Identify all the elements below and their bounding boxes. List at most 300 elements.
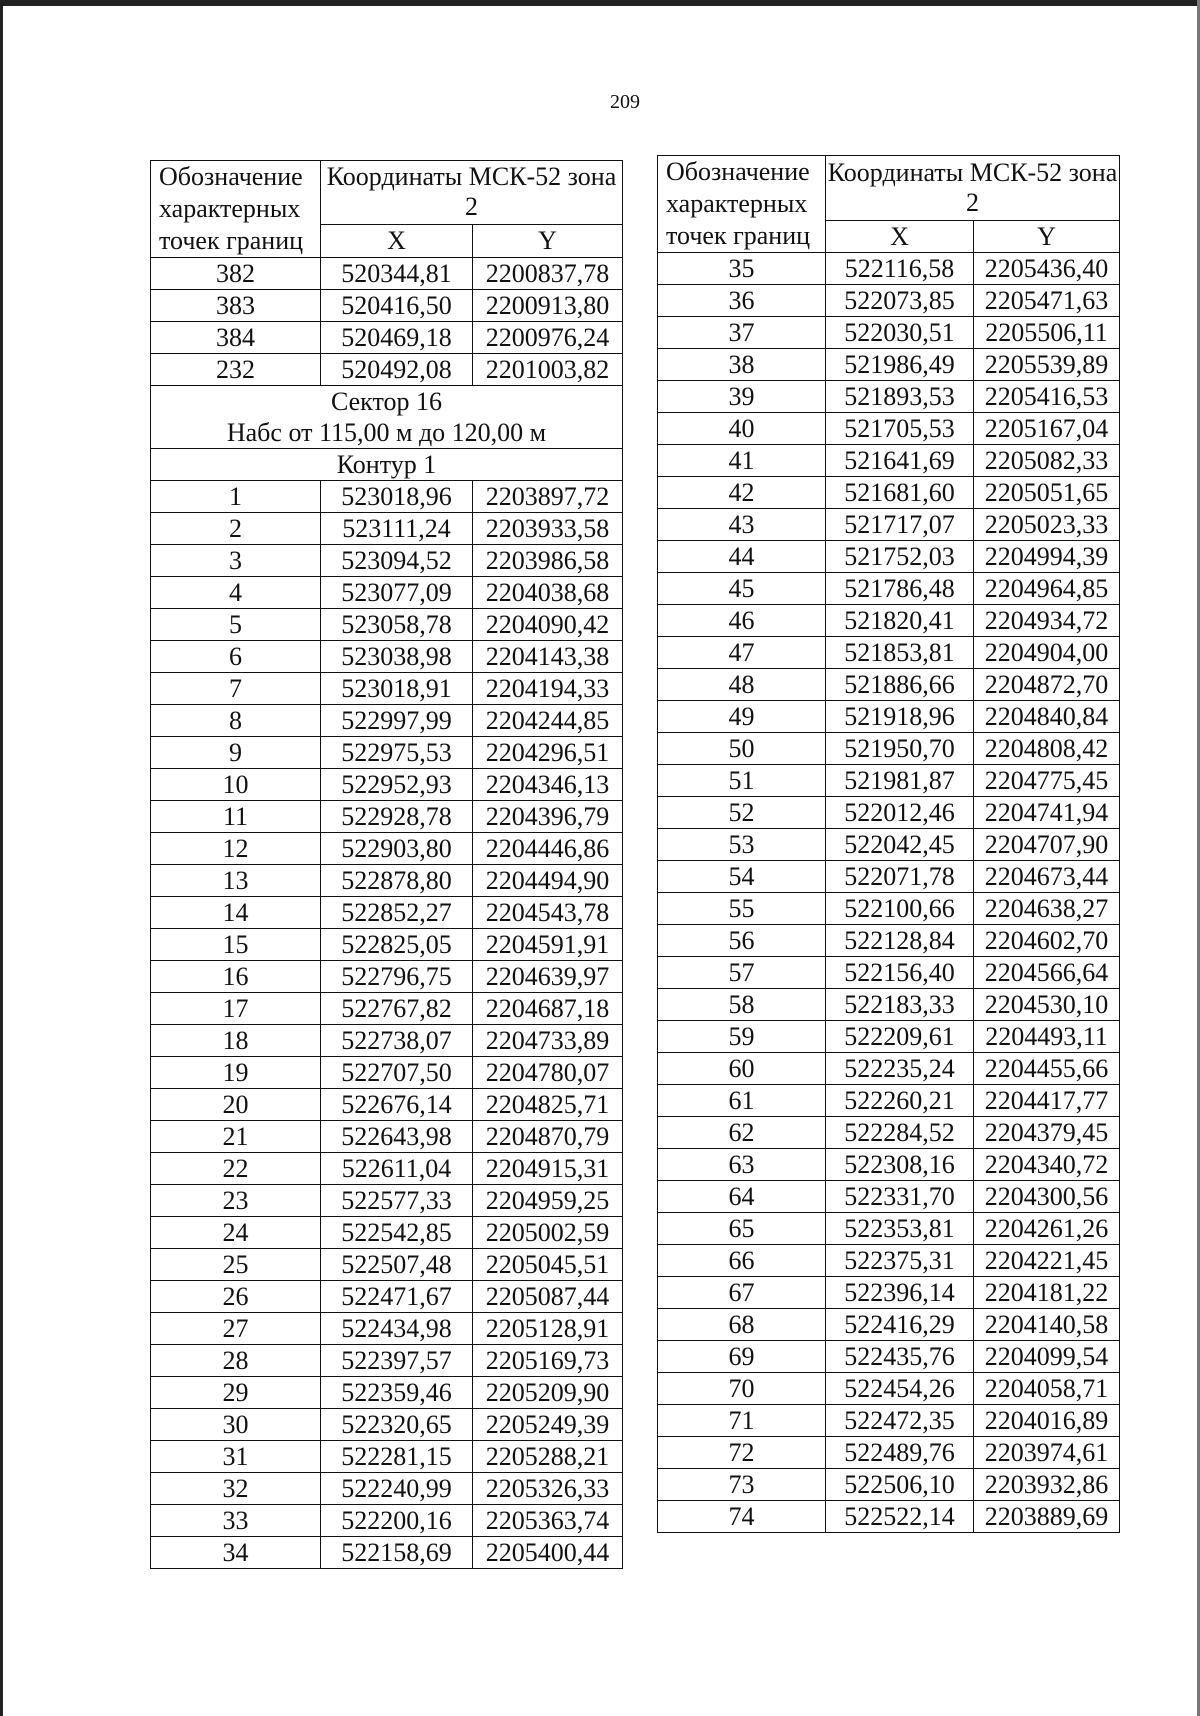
point-number-cell: 63 — [658, 1149, 826, 1181]
table-row — [658, 1021, 1120, 1053]
x-coordinate-cell: 522454,26 — [826, 1373, 974, 1405]
table-row — [151, 769, 623, 801]
x-coordinate-cell: 522796,75 — [321, 961, 473, 993]
y-coordinate-cell: 2205023,33 — [974, 509, 1120, 541]
y-coordinate-cell: 2205051,65 — [974, 477, 1120, 509]
x-coordinate-cell: 522435,76 — [826, 1341, 974, 1373]
y-coordinate-cell: 2204396,79 — [473, 801, 623, 833]
y-coordinate-cell: 2204530,10 — [974, 989, 1120, 1021]
y-coordinate-cell: 2204673,44 — [974, 861, 1120, 893]
x-coordinate-cell: 520469,18 — [321, 322, 473, 354]
table-row — [151, 1057, 623, 1089]
table-row — [151, 1249, 623, 1281]
point-number-cell: 9 — [151, 737, 321, 769]
x-coordinate-cell: 522416,29 — [826, 1309, 974, 1341]
table-row — [151, 737, 623, 769]
sector-title: Сектор 16 — [151, 386, 623, 418]
point-number-cell: 50 — [658, 733, 826, 765]
table-row — [658, 1213, 1120, 1245]
y-coordinate-cell: 2204090,42 — [473, 609, 623, 641]
table-row — [151, 961, 623, 993]
x-coordinate-cell: 522397,57 — [321, 1345, 473, 1377]
point-number-cell: 33 — [151, 1505, 321, 1537]
table-row — [658, 861, 1120, 893]
y-coordinate-cell: 2205128,91 — [473, 1313, 623, 1345]
point-number-cell: 41 — [658, 445, 826, 477]
point-number-cell: 38 — [658, 349, 826, 381]
point-number-cell: 17 — [151, 993, 321, 1025]
x-coordinate-cell: 521820,41 — [826, 605, 974, 637]
x-coordinate-cell: 522997,99 — [321, 705, 473, 737]
point-number-cell: 52 — [658, 797, 826, 829]
table-row — [658, 989, 1120, 1021]
x-coordinate-cell: 522852,27 — [321, 897, 473, 929]
point-number-cell: 27 — [151, 1313, 321, 1345]
y-coordinate-cell: 2204340,72 — [974, 1149, 1120, 1181]
table-row — [658, 1341, 1120, 1373]
x-coordinate-cell: 523111,24 — [321, 513, 473, 545]
table-row — [151, 929, 623, 961]
table-row — [151, 1505, 623, 1537]
y-coordinate-cell: 2205436,40 — [974, 253, 1120, 285]
table-row — [658, 477, 1120, 509]
x-coordinate-cell: 522240,99 — [321, 1473, 473, 1505]
x-coordinate-cell: 522042,45 — [826, 829, 974, 861]
y-coordinate-cell: 2205326,33 — [473, 1473, 623, 1505]
x-coordinate-cell: 522200,16 — [321, 1505, 473, 1537]
table-row — [658, 765, 1120, 797]
height-range: Набс от 115,00 м до 120,00 м — [151, 417, 623, 449]
table-row — [658, 605, 1120, 637]
y-coordinate-cell: 2204733,89 — [473, 1025, 623, 1057]
y-coordinate-cell: 2205288,21 — [473, 1441, 623, 1473]
point-number-cell: 45 — [658, 573, 826, 605]
x-coordinate-cell: 523094,52 — [321, 545, 473, 577]
y-coordinate-cell: 2205400,44 — [473, 1537, 623, 1569]
contour-title: Контур 1 — [151, 449, 623, 481]
table-row — [658, 1469, 1120, 1501]
x-coordinate-cell: 522952,93 — [321, 769, 473, 801]
y-coordinate-cell: 2204300,56 — [974, 1181, 1120, 1213]
x-coordinate-cell: 522472,35 — [826, 1405, 974, 1437]
point-number-cell: 7 — [151, 673, 321, 705]
point-number-cell: 62 — [658, 1117, 826, 1149]
table-row — [151, 865, 623, 897]
table-row — [151, 1537, 623, 1569]
point-number-cell: 11 — [151, 801, 321, 833]
x-coordinate-cell: 522073,85 — [826, 285, 974, 317]
y-coordinate-cell: 2204296,51 — [473, 737, 623, 769]
x-coordinate-cell: 521752,03 — [826, 541, 974, 573]
x-coordinate-cell: 522158,69 — [321, 1537, 473, 1569]
point-number-cell: 37 — [658, 317, 826, 349]
table-row — [658, 445, 1120, 477]
table-row — [658, 381, 1120, 413]
header-coordinates: Координаты МСК-52 зона 2 — [826, 156, 1120, 221]
y-coordinate-cell: 2200837,78 — [473, 258, 623, 290]
y-coordinate-cell: 2205249,39 — [473, 1409, 623, 1441]
x-coordinate-cell: 522878,80 — [321, 865, 473, 897]
point-number-cell: 15 — [151, 929, 321, 961]
table-row — [658, 541, 1120, 573]
y-coordinate-cell: 2205506,11 — [974, 317, 1120, 349]
y-coordinate-cell: 2204904,00 — [974, 637, 1120, 669]
x-coordinate-cell: 522359,46 — [321, 1377, 473, 1409]
y-coordinate-cell: 2205087,44 — [473, 1281, 623, 1313]
x-coordinate-cell: 521641,69 — [826, 445, 974, 477]
table-row — [151, 354, 623, 386]
x-coordinate-cell: 522030,51 — [826, 317, 974, 349]
table-row — [151, 801, 623, 833]
table-row — [658, 285, 1120, 317]
y-coordinate-cell: 2200976,24 — [473, 322, 623, 354]
y-coordinate-cell: 2205045,51 — [473, 1249, 623, 1281]
x-coordinate-cell: 522434,98 — [321, 1313, 473, 1345]
header-y: Y — [974, 221, 1120, 253]
header-coordinates: Координаты МСК-52 зона 2 — [321, 161, 623, 225]
scan-edge-top — [0, 0, 1200, 6]
page-number: 209 — [610, 91, 640, 113]
table-row — [151, 833, 623, 865]
x-coordinate-cell: 521893,53 — [826, 381, 974, 413]
x-coordinate-cell: 521986,49 — [826, 349, 974, 381]
table-row — [658, 1181, 1120, 1213]
y-coordinate-cell: 2200913,80 — [473, 290, 623, 322]
x-coordinate-cell: 522489,76 — [826, 1437, 974, 1469]
y-coordinate-cell: 2204915,31 — [473, 1153, 623, 1185]
table-row — [658, 1373, 1120, 1405]
point-number-cell: 5 — [151, 609, 321, 641]
x-coordinate-cell: 521886,66 — [826, 669, 974, 701]
y-coordinate-cell: 2204840,84 — [974, 701, 1120, 733]
point-number-cell: 55 — [658, 893, 826, 925]
point-number-cell: 53 — [658, 829, 826, 861]
point-number-cell: 47 — [658, 637, 826, 669]
table-row — [658, 669, 1120, 701]
x-coordinate-cell: 521717,07 — [826, 509, 974, 541]
x-coordinate-cell: 522281,15 — [321, 1441, 473, 1473]
header-point-designation: Обозначение характерных точек границ — [151, 161, 321, 258]
table-row — [658, 1149, 1120, 1181]
point-number-cell: 74 — [658, 1501, 826, 1533]
table-row — [658, 1245, 1120, 1277]
header-x: X — [321, 224, 473, 257]
point-number-cell: 23 — [151, 1185, 321, 1217]
y-coordinate-cell: 2204261,26 — [974, 1213, 1120, 1245]
y-coordinate-cell: 2204058,71 — [974, 1373, 1120, 1405]
table-row — [658, 1117, 1120, 1149]
y-coordinate-cell: 2204346,13 — [473, 769, 623, 801]
y-coordinate-cell: 2205167,04 — [974, 413, 1120, 445]
y-coordinate-cell: 2204494,90 — [473, 865, 623, 897]
y-coordinate-cell: 2204143,38 — [473, 641, 623, 673]
table-row — [151, 1345, 623, 1377]
y-coordinate-cell: 2204775,45 — [974, 765, 1120, 797]
table-row — [658, 1309, 1120, 1341]
table-row — [658, 1277, 1120, 1309]
x-coordinate-cell: 522676,14 — [321, 1089, 473, 1121]
y-coordinate-cell: 2205471,63 — [974, 285, 1120, 317]
y-coordinate-cell: 2204543,78 — [473, 897, 623, 929]
point-number-cell: 60 — [658, 1053, 826, 1085]
x-coordinate-cell: 522522,14 — [826, 1501, 974, 1533]
x-coordinate-cell: 522235,24 — [826, 1053, 974, 1085]
y-coordinate-cell: 2204181,22 — [974, 1277, 1120, 1309]
point-number-cell: 49 — [658, 701, 826, 733]
x-coordinate-cell: 522353,81 — [826, 1213, 974, 1245]
table-row — [658, 573, 1120, 605]
table-row — [658, 637, 1120, 669]
point-number-cell: 13 — [151, 865, 321, 897]
x-coordinate-cell: 522308,16 — [826, 1149, 974, 1181]
y-coordinate-cell: 2204994,39 — [974, 541, 1120, 573]
y-coordinate-cell: 2203974,61 — [974, 1437, 1120, 1469]
y-coordinate-cell: 2204194,33 — [473, 673, 623, 705]
point-number-cell: 10 — [151, 769, 321, 801]
table-row — [658, 957, 1120, 989]
point-number-cell: 36 — [658, 285, 826, 317]
point-number-cell: 26 — [151, 1281, 321, 1313]
table-row — [658, 349, 1120, 381]
y-coordinate-cell: 2205416,53 — [974, 381, 1120, 413]
point-number-cell: 18 — [151, 1025, 321, 1057]
point-number-cell: 32 — [151, 1473, 321, 1505]
header-y: Y — [473, 224, 623, 257]
y-coordinate-cell: 2204446,86 — [473, 833, 623, 865]
y-coordinate-cell: 2204455,66 — [974, 1053, 1120, 1085]
point-number-cell: 29 — [151, 1377, 321, 1409]
table-row — [151, 577, 623, 609]
point-number-cell: 46 — [658, 605, 826, 637]
table-row — [151, 1441, 623, 1473]
y-coordinate-cell: 2204221,45 — [974, 1245, 1120, 1277]
table-row — [151, 1153, 623, 1185]
point-number-cell: 3 — [151, 545, 321, 577]
x-coordinate-cell: 522643,98 — [321, 1121, 473, 1153]
table-row — [658, 317, 1120, 349]
table-row — [151, 258, 623, 290]
point-number-cell: 382 — [151, 258, 321, 290]
x-coordinate-cell: 522116,58 — [826, 253, 974, 285]
point-number-cell: 69 — [658, 1341, 826, 1373]
point-number-cell: 28 — [151, 1345, 321, 1377]
point-number-cell: 66 — [658, 1245, 826, 1277]
point-number-cell: 383 — [151, 290, 321, 322]
point-number-cell: 59 — [658, 1021, 826, 1053]
x-coordinate-cell: 521853,81 — [826, 637, 974, 669]
table-row — [151, 705, 623, 737]
x-coordinate-cell: 522471,67 — [321, 1281, 473, 1313]
point-number-cell: 68 — [658, 1309, 826, 1341]
point-number-cell: 384 — [151, 322, 321, 354]
x-coordinate-cell: 522767,82 — [321, 993, 473, 1025]
x-coordinate-cell: 522012,46 — [826, 797, 974, 829]
y-coordinate-cell: 2203933,58 — [473, 513, 623, 545]
x-coordinate-cell: 521786,48 — [826, 573, 974, 605]
x-coordinate-cell: 521950,70 — [826, 733, 974, 765]
header-point-designation: Обозначение характерных точек границ — [658, 156, 826, 253]
y-coordinate-cell: 2204140,58 — [974, 1309, 1120, 1341]
table-row — [151, 609, 623, 641]
table-row — [658, 253, 1120, 285]
table-row — [151, 513, 623, 545]
x-coordinate-cell: 521918,96 — [826, 701, 974, 733]
left-coordinates-table — [150, 160, 623, 1569]
point-number-cell: 40 — [658, 413, 826, 445]
y-coordinate-cell: 2204639,97 — [473, 961, 623, 993]
point-number-cell: 57 — [658, 957, 826, 989]
y-coordinate-cell: 2203897,72 — [473, 481, 623, 513]
table-row — [658, 509, 1120, 541]
point-number-cell: 58 — [658, 989, 826, 1021]
left-table-body — [151, 161, 623, 1569]
y-coordinate-cell: 2203889,69 — [974, 1501, 1120, 1533]
y-coordinate-cell: 2205209,90 — [473, 1377, 623, 1409]
table-row — [151, 1025, 623, 1057]
table-row — [151, 897, 623, 929]
point-number-cell: 22 — [151, 1153, 321, 1185]
table-row — [658, 893, 1120, 925]
table-row — [658, 829, 1120, 861]
y-coordinate-cell: 2204244,85 — [473, 705, 623, 737]
height-range-row — [151, 417, 623, 449]
table-row — [151, 1409, 623, 1441]
point-number-cell: 71 — [658, 1405, 826, 1437]
y-coordinate-cell: 2204016,89 — [974, 1405, 1120, 1437]
contour-title-row — [151, 449, 623, 481]
point-number-cell: 25 — [151, 1249, 321, 1281]
y-coordinate-cell: 2205002,59 — [473, 1217, 623, 1249]
point-number-cell: 20 — [151, 1089, 321, 1121]
x-coordinate-cell: 522396,14 — [826, 1277, 974, 1309]
x-coordinate-cell: 522903,80 — [321, 833, 473, 865]
point-number-cell: 6 — [151, 641, 321, 673]
point-number-cell: 61 — [658, 1085, 826, 1117]
x-coordinate-cell: 522738,07 — [321, 1025, 473, 1057]
point-number-cell: 232 — [151, 354, 321, 386]
point-number-cell: 4 — [151, 577, 321, 609]
table-row — [658, 701, 1120, 733]
point-number-cell: 42 — [658, 477, 826, 509]
x-coordinate-cell: 522071,78 — [826, 861, 974, 893]
point-number-cell: 34 — [151, 1537, 321, 1569]
y-coordinate-cell: 2203986,58 — [473, 545, 623, 577]
table-row — [658, 1053, 1120, 1085]
x-coordinate-cell: 521705,53 — [826, 413, 974, 445]
x-coordinate-cell: 522156,40 — [826, 957, 974, 989]
x-coordinate-cell: 522128,84 — [826, 925, 974, 957]
point-number-cell: 12 — [151, 833, 321, 865]
table-row — [658, 733, 1120, 765]
table-row — [151, 545, 623, 577]
point-number-cell: 56 — [658, 925, 826, 957]
y-coordinate-cell: 2204417,77 — [974, 1085, 1120, 1117]
x-coordinate-cell: 522209,61 — [826, 1021, 974, 1053]
point-number-cell: 2 — [151, 513, 321, 545]
point-number-cell: 43 — [658, 509, 826, 541]
table-row — [151, 1473, 623, 1505]
point-number-cell: 44 — [658, 541, 826, 573]
table-row — [658, 1437, 1120, 1469]
x-coordinate-cell: 522975,53 — [321, 737, 473, 769]
table-row — [658, 925, 1120, 957]
table-row — [151, 1089, 623, 1121]
y-coordinate-cell: 2201003,82 — [473, 354, 623, 386]
y-coordinate-cell: 2204808,42 — [974, 733, 1120, 765]
y-coordinate-cell: 2203932,86 — [974, 1469, 1120, 1501]
table-row — [151, 1377, 623, 1409]
header-row — [658, 156, 1120, 221]
point-number-cell: 64 — [658, 1181, 826, 1213]
table-row — [151, 993, 623, 1025]
point-number-cell: 30 — [151, 1409, 321, 1441]
x-coordinate-cell: 523018,91 — [321, 673, 473, 705]
table-row — [151, 1185, 623, 1217]
point-number-cell: 14 — [151, 897, 321, 929]
y-coordinate-cell: 2204038,68 — [473, 577, 623, 609]
point-number-cell: 39 — [658, 381, 826, 413]
x-coordinate-cell: 520344,81 — [321, 258, 473, 290]
point-number-cell: 35 — [658, 253, 826, 285]
point-number-cell: 65 — [658, 1213, 826, 1245]
x-coordinate-cell: 522928,78 — [321, 801, 473, 833]
y-coordinate-cell: 2204825,71 — [473, 1089, 623, 1121]
y-coordinate-cell: 2204566,64 — [974, 957, 1120, 989]
header-row — [151, 161, 623, 225]
right-table-body — [658, 156, 1120, 1533]
table-row — [151, 673, 623, 705]
x-coordinate-cell: 520416,50 — [321, 290, 473, 322]
y-coordinate-cell: 2204687,18 — [473, 993, 623, 1025]
x-coordinate-cell: 520492,08 — [321, 354, 473, 386]
point-number-cell: 72 — [658, 1437, 826, 1469]
table-row — [658, 1501, 1120, 1533]
x-coordinate-cell: 522507,48 — [321, 1249, 473, 1281]
table-row — [658, 413, 1120, 445]
point-number-cell: 31 — [151, 1441, 321, 1473]
x-coordinate-cell: 522320,65 — [321, 1409, 473, 1441]
y-coordinate-cell: 2204099,54 — [974, 1341, 1120, 1373]
point-number-cell: 51 — [658, 765, 826, 797]
x-coordinate-cell: 522375,31 — [826, 1245, 974, 1277]
table-row — [151, 641, 623, 673]
table-row — [151, 290, 623, 322]
x-coordinate-cell: 522284,52 — [826, 1117, 974, 1149]
x-coordinate-cell: 521681,60 — [826, 477, 974, 509]
y-coordinate-cell: 2204870,79 — [473, 1121, 623, 1153]
x-coordinate-cell: 522506,10 — [826, 1469, 974, 1501]
x-coordinate-cell: 523077,09 — [321, 577, 473, 609]
y-coordinate-cell: 2204591,91 — [473, 929, 623, 961]
y-coordinate-cell: 2204934,72 — [974, 605, 1120, 637]
y-coordinate-cell: 2204493,11 — [974, 1021, 1120, 1053]
y-coordinate-cell: 2204602,70 — [974, 925, 1120, 957]
point-number-cell: 19 — [151, 1057, 321, 1089]
x-coordinate-cell: 522577,33 — [321, 1185, 473, 1217]
table-row — [151, 1217, 623, 1249]
y-coordinate-cell: 2204707,90 — [974, 829, 1120, 861]
x-coordinate-cell: 523018,96 — [321, 481, 473, 513]
table-row — [151, 481, 623, 513]
point-number-cell: 1 — [151, 481, 321, 513]
y-coordinate-cell: 2204780,07 — [473, 1057, 623, 1089]
table-row — [151, 1313, 623, 1345]
x-coordinate-cell: 522542,85 — [321, 1217, 473, 1249]
point-number-cell: 21 — [151, 1121, 321, 1153]
x-coordinate-cell: 522260,21 — [826, 1085, 974, 1117]
sector-title-row — [151, 386, 623, 418]
point-number-cell: 16 — [151, 961, 321, 993]
